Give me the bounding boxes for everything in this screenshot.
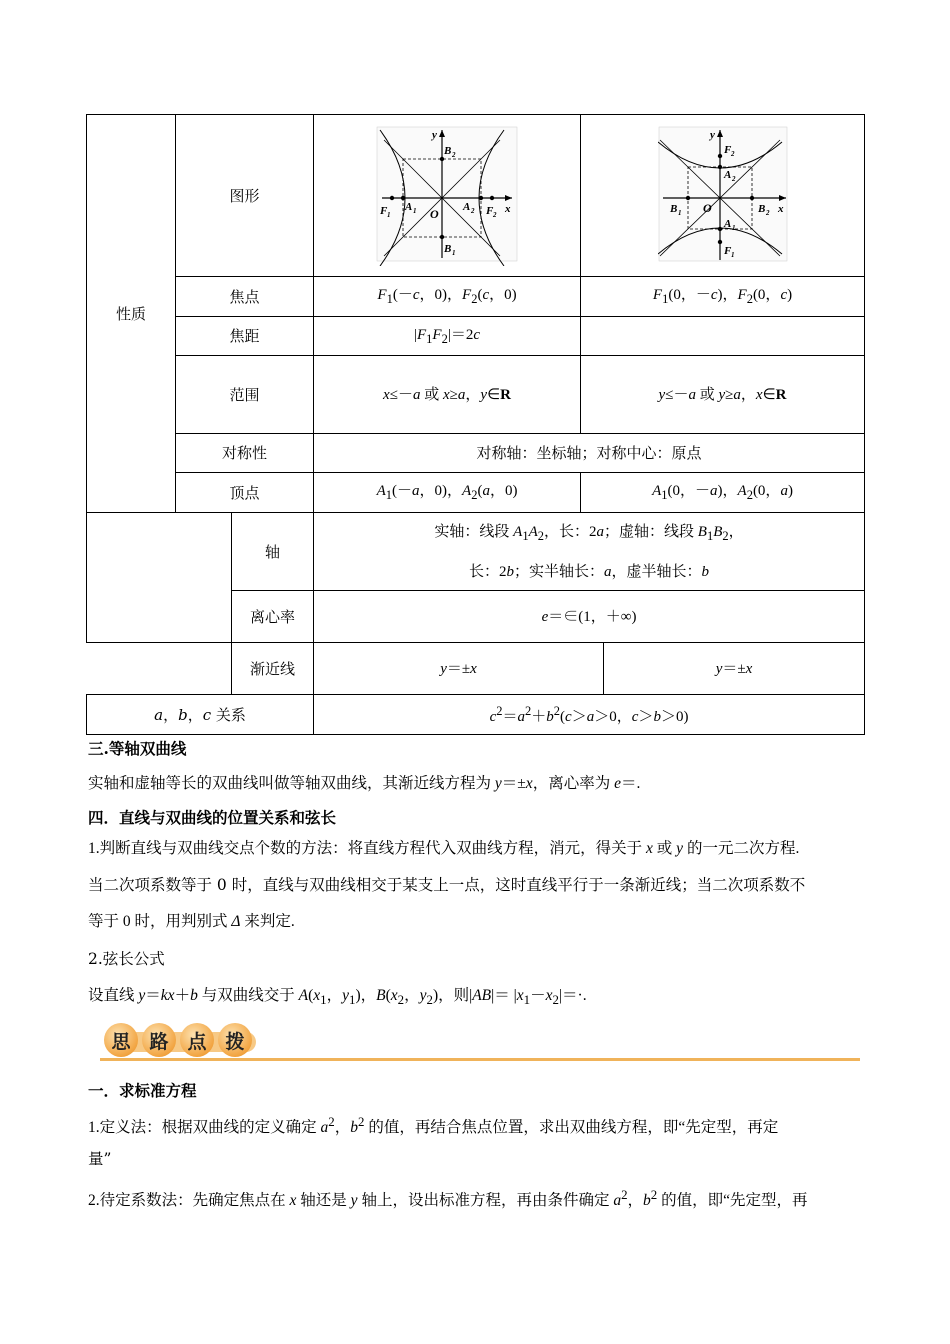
svg-text:B: B <box>444 144 452 157</box>
section4-p3: 等于 0 时，用判别式 Δ 来判定. <box>88 913 295 930</box>
banner-underline <box>100 1058 860 1061</box>
figure-vertical-cell <box>581 115 865 277</box>
banner-char-2: 路 <box>142 1023 176 1057</box>
svg-text:F: F <box>723 143 731 156</box>
section3-title: 三.等轴双曲线 <box>88 739 187 758</box>
svg-text:A: A <box>723 217 731 230</box>
svg-text:O: O <box>430 206 439 221</box>
foci-horizontal: $F_1(-c$，0)，$F_2(c$，0) <box>314 277 581 317</box>
empty-asymptote-spacer <box>87 643 232 695</box>
svg-text:1: 1 <box>413 206 417 215</box>
label-axis: 轴 <box>232 513 314 591</box>
figure-horizontal-cell <box>314 115 581 277</box>
label-vertices: 顶点 <box>176 473 314 513</box>
section1-p2: 量” <box>88 1150 112 1168</box>
svg-text:F: F <box>486 204 494 217</box>
row-header-properties: 性质 <box>87 115 176 513</box>
svg-text:1: 1 <box>677 208 682 217</box>
banner-char-4: 拨 <box>218 1023 252 1057</box>
section4-title: 四．直线与双曲线的位置关系和弦长 <box>88 808 337 827</box>
hyperbola-x-axis-figure <box>372 126 522 266</box>
label-symmetry: 对称性 <box>176 434 314 473</box>
label-abc-relation: a，b，c 关系 <box>87 695 314 735</box>
label-focal-distance: 焦距 <box>176 317 314 356</box>
svg-text:y: y <box>709 128 715 141</box>
axis-value: 实轴：线段 $A_1A_2$，长：2a；虚轴：线段 $B_1B_2$， 长：2b；实半轴长：a，虚半轴长：b <box>314 513 865 591</box>
label-asymptote: 渐近线 <box>232 643 314 695</box>
section4-p4: 2.弦长公式 <box>88 950 165 968</box>
section4-p5: 设直线 y＝kx＋b 与双曲线交于 $A(x_1$，$y_1$)，$B(x_2$，$y_2$)，则$|AB|= |x_1-x_2|=\cdot$. <box>88 987 587 1008</box>
hyperbola-y-axis-figure <box>658 126 788 266</box>
vertices-horizontal: $A_1(-a$，0)，$A_2(a$，0) <box>314 473 581 513</box>
svg-text:1: 1 <box>387 210 391 219</box>
eccentricity-value: e＝∈(1，＋∞) <box>314 591 865 643</box>
svg-text:x: x <box>505 202 511 215</box>
svg-text:x: x <box>777 202 784 215</box>
section3-text: 实轴和虚轴等长的双曲线叫做等轴双曲线，其渐近线方程为 y＝±x，离心率为 e＝. <box>88 775 641 792</box>
range-vertical: y≤－a 或 y≥a，x∈R <box>581 356 865 434</box>
svg-text:A: A <box>463 200 471 213</box>
svg-text:2: 2 <box>452 150 456 159</box>
label-range: 范围 <box>176 356 314 434</box>
svg-text:2: 2 <box>731 174 736 183</box>
svg-text:F: F <box>723 244 731 257</box>
empty-merged-cell <box>87 513 232 643</box>
svg-text:2: 2 <box>493 210 497 219</box>
section1-title: 一．求标准方程 <box>88 1081 197 1100</box>
properties-table <box>86 114 865 735</box>
svg-text:1: 1 <box>730 250 735 259</box>
svg-text:B: B <box>669 202 677 215</box>
svg-text:O: O <box>702 200 712 215</box>
label-graph: 图形 <box>176 115 314 277</box>
svg-text:2: 2 <box>730 149 735 158</box>
svg-text:B: B <box>757 202 765 215</box>
range-horizontal: x≤－a 或 x≥a，y∈R <box>314 356 581 434</box>
svg-text:F: F <box>380 204 388 217</box>
svg-text:2: 2 <box>765 208 770 217</box>
svg-text:1: 1 <box>452 248 456 257</box>
vertices-vertical: $A_1(0$，－a)，$A_2(0$，a) <box>581 473 865 513</box>
asymptote-horizontal: y＝±x <box>314 643 604 695</box>
focal-distance-empty <box>581 317 865 356</box>
asymptote-vertical: y＝±x <box>604 643 865 695</box>
banner-char-3: 点 <box>180 1023 214 1057</box>
section1-p3: 2.待定系数法：先确定焦点在 x 轴还是 y 轴上，设出标准方程，再由条件确定 $a^2$，$b^2$ 的值，即“先定型，再 <box>88 1187 808 1210</box>
section4-p1: 1.判断直线与双曲线交点个数的方法：将直线方程代入双曲线方程，消元，得关于 x 或 y 的一元二次方程. <box>88 840 800 857</box>
symmetry-value: 对称轴：坐标轴；对称中心：原点 <box>314 434 865 473</box>
svg-text:2: 2 <box>471 206 475 215</box>
label-foci: 焦点 <box>176 277 314 317</box>
section1-p1: 1.定义法：根据双曲线的定义确定 $a^2$，$b^2$ 的值，再结合焦点位置，求出双曲线方程，即“先定型，再定 <box>88 1114 779 1137</box>
svg-text:B: B <box>444 242 452 255</box>
svg-text:y: y <box>432 128 437 141</box>
svg-text:A: A <box>723 168 731 181</box>
section4-p2: 当二次项系数等于 0 时，直线与双曲线相交于某支上一点，这时直线平行于一条渐近线；当二次项系数不 <box>88 876 806 894</box>
focal-distance-value: $|F_1F_2|=2c$ <box>314 317 581 356</box>
label-eccentricity: 离心率 <box>232 591 314 643</box>
foci-vertical: $F_1(0$，－c)，$F_2(0$，c) <box>581 277 865 317</box>
svg-text:A: A <box>405 200 413 213</box>
svg-text:1: 1 <box>731 223 736 232</box>
abc-relation-value: $c^2=a^2+b^2(c>a>0$，c＞b＞0) <box>314 695 865 735</box>
section-banner <box>100 1020 860 1066</box>
banner-char-1: 思 <box>104 1023 138 1057</box>
